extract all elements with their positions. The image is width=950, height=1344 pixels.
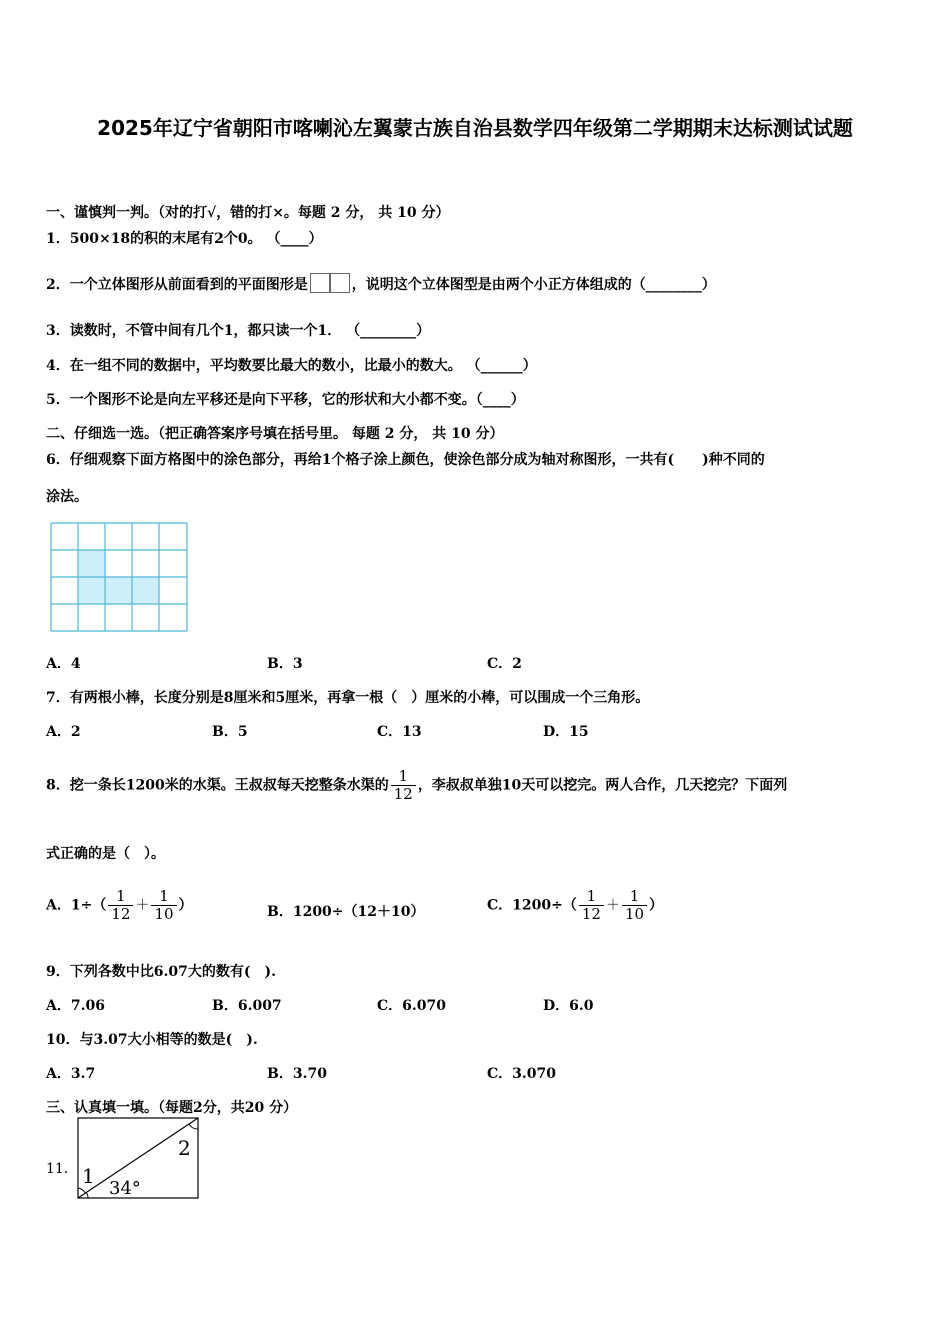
q10-option-c: C．3.070: [487, 1066, 556, 1082]
q6-option-b: B．3: [267, 656, 303, 672]
q9-option-d: D．6.0: [543, 998, 594, 1014]
question-9: 9．下列各数中比6.07大的数有( ).: [46, 964, 276, 980]
question-3: 3．读数时，不管中间有几个1，都只读一个1． （________）: [46, 323, 431, 339]
angle-1-label: 1: [82, 1164, 95, 1188]
q7-option-c: C．13: [377, 724, 422, 740]
fraction-1-10: $\frac{1}{10}$: [622, 888, 647, 923]
question-8-line-1: [46, 768, 787, 803]
angle-2-label: 2: [178, 1136, 191, 1160]
q10-option-a: A．3.7: [46, 1066, 96, 1082]
question-5: 5．一个图形不论是向左平移还是向下平移，它的形状和大小都不变。（____）: [46, 392, 525, 408]
fraction-1-10: $\frac{1}{10}$: [151, 888, 176, 923]
q6-option-a: A．4: [46, 656, 81, 672]
rectangle-diagonal-figure: [77, 1117, 200, 1200]
section-2-heading: 二、仔细选一选。（把正确答案序号填在括号里。 每题 2 分， 共 10 分）: [46, 426, 504, 442]
question-8-line-2: 式正确的是（ ）。: [46, 846, 165, 862]
fraction-one-twelfth: $\frac{1}{12}$: [391, 768, 416, 803]
fraction-1-12: $\frac{1}{12}$: [108, 888, 133, 923]
question-1: 1．500×18的积的末尾有2个0。 （____）: [46, 231, 323, 247]
page-title: 2025年辽宁省朝阳市喀喇沁左翼蒙古族自治县数学四年级第二学期期末达标测试试题: [97, 116, 853, 140]
q10-option-b: B．3.70: [267, 1066, 327, 1082]
grid-figure: [50, 522, 188, 632]
q8-text-b: ，李叔叔单独10天可以挖完。两人合作，几天挖完？下面列: [417, 777, 788, 794]
q8-option-a: A．1÷（ $\frac{1}{12}$ ＋ $\frac{1}{10}$ ）: [46, 887, 193, 923]
angle-34-degree-label: 34°: [109, 1178, 141, 1199]
fraction-1-12: $\frac{1}{12}$: [579, 888, 604, 923]
question-4: 4．在一组不同的数据中，平均数要比最大的数小，比最小的数大。 （______）: [46, 358, 537, 374]
question-11-number: 11．: [46, 1161, 78, 1177]
q7-option-b: B．5: [212, 724, 248, 740]
question-6-line-1: 6．仔细观察下面方格图中的涂色部分，再给1个格子涂上颜色，使涂色部分成为轴对称图形，一共有( )种不同的: [46, 452, 765, 468]
question-10: 10．与3.07大小相等的数是( ).: [46, 1032, 258, 1048]
q8-option-b: B．1200÷（12＋10）: [267, 904, 425, 920]
question-2-text-b: ，说明这个立体图型是由两个小正方体组成的（________）: [351, 277, 716, 293]
question-7: 7．有两根小棒，长度分别是8厘米和5厘米，再拿一根（ ）厘米的小棒，可以围成一个三角形。: [46, 690, 650, 706]
q7-option-d: D．15: [543, 724, 589, 740]
q9-option-b: B．6.007: [212, 998, 282, 1014]
question-2-text-a: 2．一个立体图形从前面看到的平面图形是: [46, 277, 308, 293]
question-6-line-2: 涂法。: [46, 489, 88, 505]
section-3-heading: 三、认真填一填。（每题2分，共20 分）: [46, 1100, 298, 1116]
question-2: [46, 273, 716, 294]
q8-text-a: 8．挖一条长1200米的水渠。王叔叔每天挖整条水渠的: [46, 777, 389, 794]
q9-option-c: C．6.070: [377, 998, 446, 1014]
q9-option-a: A．7.06: [46, 998, 105, 1014]
q8-option-c: C．1200÷（ $\frac{1}{12}$ ＋ $\frac{1}{10}$ ）: [487, 887, 664, 923]
q6-option-c: C．2: [487, 656, 522, 672]
q7-option-a: A．2: [46, 724, 81, 740]
two-square-view-icon: [310, 273, 350, 293]
section-1-heading: 一、谨慎判一判。（对的打√，错的打×。每题 2 分， 共 10 分）: [46, 205, 450, 221]
